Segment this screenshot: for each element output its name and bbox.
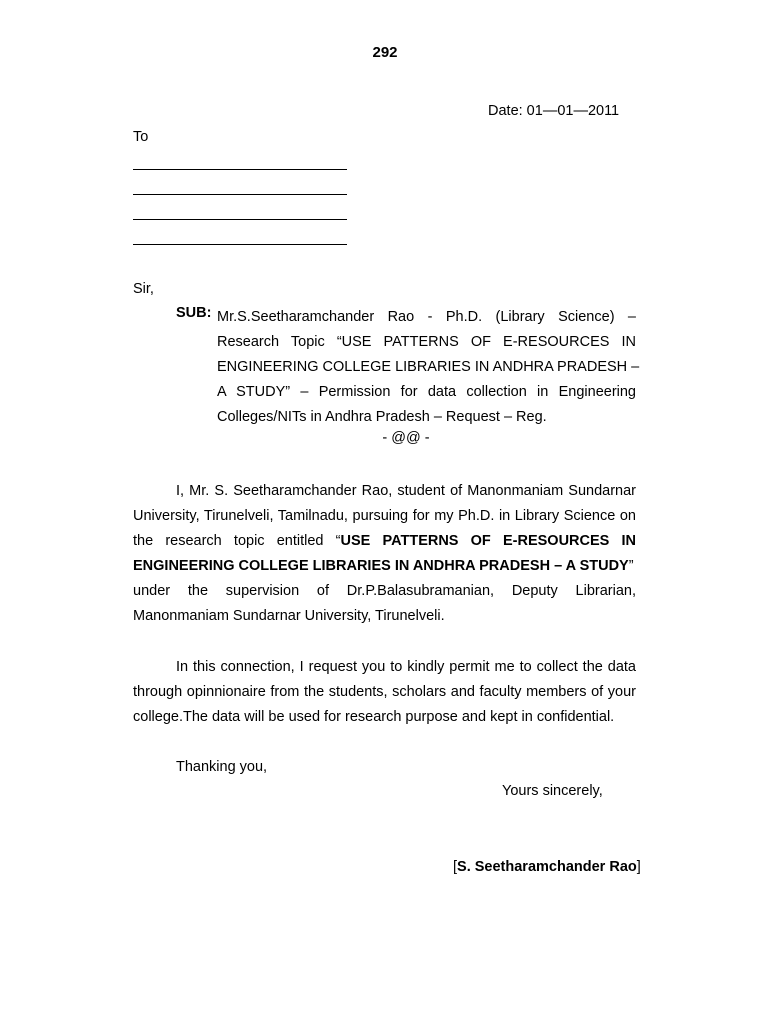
paragraph-text: ”: [628, 558, 634, 574]
paragraph-line: [133, 554, 636, 579]
closing-line: Yours sincerely,: [502, 783, 603, 799]
subject-line: Research Topic “USE PATTERNS OF E-RESOURCES IN: [217, 334, 636, 350]
paragraph-line: under the supervision of Dr.P.Balasubramanian, Deputy Librarian,: [133, 583, 636, 599]
paragraph-line: In this connection, I request you to kindly permit me to collect the data: [176, 659, 636, 675]
address-blank-line-1: [133, 169, 347, 170]
research-topic-bold: ENGINEERING COLLEGE LIBRARIES IN ANDHRA PRADESH – A STUDY: [133, 558, 629, 574]
subject-block: [217, 305, 640, 430]
page-number: 292: [372, 44, 398, 61]
paragraph-line: through opinnionaire from the students, scholars and faculty members of your: [133, 684, 636, 700]
bracket-close: ]: [636, 859, 641, 875]
to-label: To: [133, 129, 149, 145]
signer-name: S. Seetharamchander Rao: [457, 859, 637, 875]
address-blank-line-2: [133, 194, 347, 195]
subject-line: A STUDY” – Permission for data collection in Engineering: [217, 384, 636, 400]
subject-line: Colleges/NITs in Andhra Pradesh – Request – Reg.: [217, 409, 547, 425]
subject-label: SUB:: [176, 305, 212, 321]
paragraph-line: I, Mr. S. Seetharamchander Rao, student of Manonmaniam Sundarnar: [176, 483, 636, 499]
letter-date: Date: 01—01—2011: [488, 103, 620, 119]
paragraph-text: the research topic entitled “: [133, 533, 341, 549]
subject-line: ENGINEERING COLLEGE LIBRARIES IN ANDHRA PRADESH –: [217, 359, 640, 375]
research-topic-bold: USE PATTERNS OF E-RESOURCES IN: [340, 533, 636, 549]
paragraph-line: [133, 529, 636, 554]
paragraph-line: Manonmaniam Sundarnar University, Tirunelveli.: [133, 608, 445, 624]
separator-mark: - @@ -: [382, 430, 430, 446]
address-blank-line-4: [133, 244, 347, 245]
paragraph-line: University, Tirunelveli, Tamilnadu, pursuing for my Ph.D. in Library Science on: [133, 508, 636, 524]
signature-name: [453, 859, 641, 875]
address-blank-line-3: [133, 219, 347, 220]
salutation: Sir,: [133, 281, 154, 297]
bracket-open: [: [453, 859, 458, 875]
subject-line: Mr.S.Seetharamchander Rao - Ph.D. (Library Science) –: [217, 309, 636, 325]
paragraph-line: college.The data will be used for research purpose and kept in confidential.: [133, 709, 615, 725]
body-paragraph-2: [133, 655, 636, 730]
thanking-line: Thanking you,: [176, 759, 268, 775]
body-paragraph-1: [133, 479, 636, 629]
